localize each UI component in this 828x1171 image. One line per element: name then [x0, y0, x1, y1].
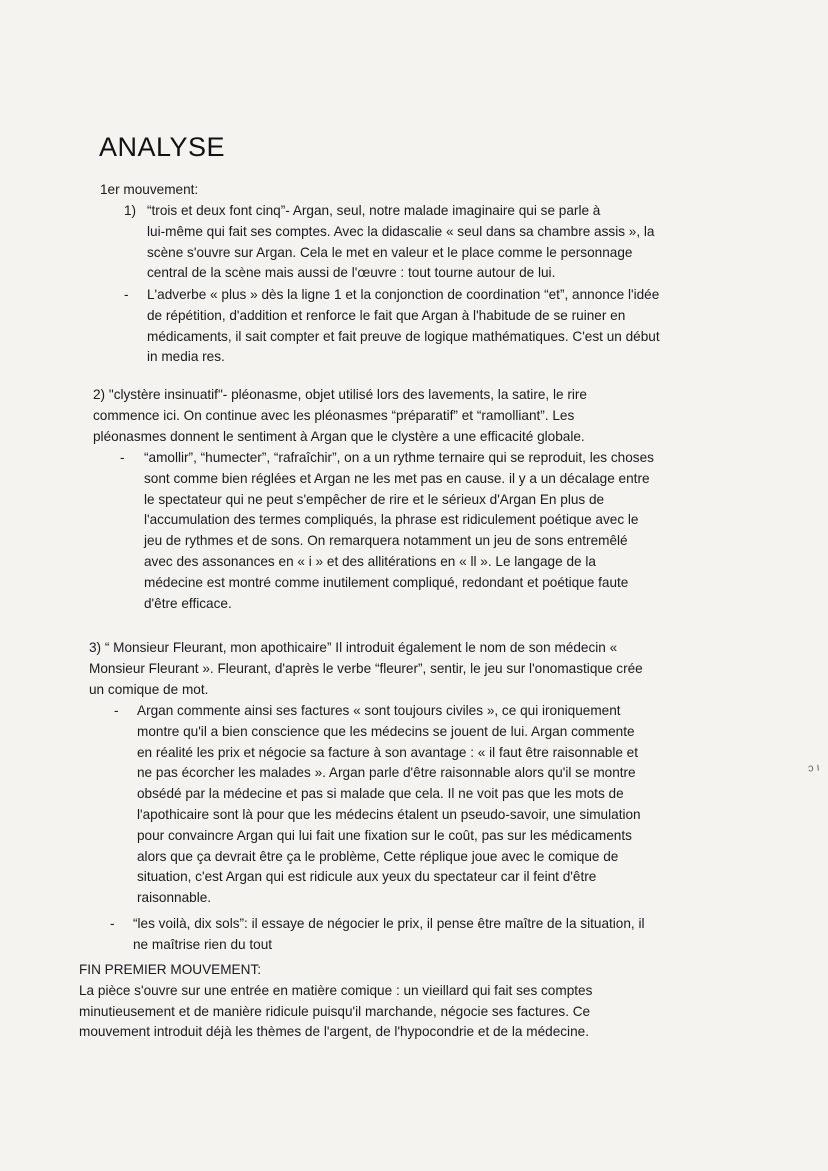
text-line: “trois et deux font cinq”- Argan, seul, notre malade imaginaire qui se parle à	[147, 203, 601, 218]
text-line: l'accumulation des termes compliqués, la phrase est ridiculement poétique avec le	[144, 512, 639, 528]
text-line: “amollir”, “humecter”, “rafraîchir”, on a un rythme ternaire qui se reproduit, les choses	[144, 450, 654, 465]
text-line: en réalité les prix et négocie sa facture à son avantage : « il faut être raisonnable et	[137, 744, 639, 760]
text-line: La pièce s'ouvre sur une entrée en matière comique : un vieillard qui fait ses comptes	[79, 982, 593, 998]
section2-bullet	[144, 448, 654, 614]
text-line: médecine est montré comme inutilement compliqué, redondant et poétique faute	[144, 574, 629, 590]
bullet-marker: -	[114, 703, 119, 718]
text-line: l'apothicaire sont là pour que les médecins étalent un pseudo-savoir, une simulation	[137, 806, 641, 822]
text-line: ne pas écorcher les malades ». Argan parle d'être raisonnable alors qu'il se montre	[137, 765, 636, 781]
section1-bullet	[147, 285, 660, 368]
bullet-marker: -	[110, 916, 115, 931]
text-line: d'être efficace.	[144, 595, 232, 611]
text-line: Argan commente ainsi ses factures « sont toujours civiles », ce qui ironiquement	[137, 703, 621, 718]
text-line: 2) "clystère insinuatif"- pléonasme, objet utilisé lors des lavements, la satire, le rire	[93, 387, 587, 402]
section3-bullet-1	[137, 701, 641, 909]
text-line: L'adverbe « plus » dès la ligne 1 et la conjonction de coordination “et”, annonce l'idée	[147, 287, 660, 302]
text-line: minutieusement et de manière ridicule puisqu'il marchande, négocie ses factures. Ce	[79, 1003, 591, 1019]
text-line: pléonasmes donnent le sentiment à Argan que le clystère a une efficacité globale.	[93, 428, 585, 444]
text-line: commence ici. On continue avec les pléonasmes “préparatif” et “ramolliant”. Les	[93, 407, 575, 423]
text-line: 3) “ Monsieur Fleurant, mon apothicaire” Il introduit également le nom de son médecin «	[89, 640, 618, 655]
text-line: raisonnable.	[137, 890, 212, 906]
section1-paragraph	[147, 201, 655, 284]
page-title: ANALYSE	[99, 132, 226, 162]
bullet-marker: -	[120, 450, 125, 465]
section3-paragraph	[89, 638, 643, 700]
text-line: un comique de mot.	[89, 681, 209, 697]
section1-number: 1)	[124, 203, 137, 218]
section2-paragraph	[93, 385, 587, 447]
mouvement-label-text: 1er mouvement:	[100, 182, 199, 197]
text-line: sont comme bien réglées et Argan ne les met pas en cause. il y a un décalage entre	[144, 470, 650, 486]
text-line: jeu de rythmes et de sons. On remarquera notamment un jeu de sons entremêlé	[144, 533, 628, 549]
text-line: in media res.	[147, 349, 225, 365]
text-line: lui-même qui fait ses comptes. Avec la didascalie « seul dans sa chambre assis », la	[147, 223, 655, 239]
text-line: pour convaincre Argan qui lui fait une fixation sur le coût, pas sur les médicaments	[137, 827, 632, 843]
text-line: montre qu'il a bien conscience que les médecins se jouent de lui. Argan commente	[137, 723, 635, 739]
section3-bullet-2	[133, 914, 645, 956]
text-line: central de la scène mais aussi de l'œuvre : tout tourne autour de lui.	[147, 265, 556, 281]
mouvement-label	[100, 180, 198, 201]
bullet-marker: -	[124, 287, 129, 302]
text-line: situation, c'est Argan qui est ridicule aux yeux du spectateur car il feint d'être	[137, 869, 597, 885]
text-line: avec des assonances en « i » et des allitérations en « ll ». Le langage de la	[144, 553, 596, 569]
text-line: obsédé par la médecine et pas si malade que cela. Il ne voit pas que les mots de	[137, 786, 624, 802]
text-line: ne maîtrise rien du tout	[133, 936, 273, 952]
text-line: scène s'ouvre sur Argan. Cela le met en valeur et le place comme le personnage	[147, 244, 633, 260]
text-line: Monsieur Fleurant ». Fleurant, d'après le verbe “fleurer”, sentir, le jeu sur l'onomastique crée	[89, 660, 643, 676]
margin-mark: ɔ ı	[807, 761, 821, 775]
fin-section	[79, 960, 592, 1043]
text-line: le spectateur qui ne peut s'empêcher de rire et le sérieux d'Argan En plus de	[144, 491, 605, 507]
text-line: alors que ça devrait être ça le problème, Cette réplique joue avec le comique de	[137, 848, 619, 864]
fin-heading: FIN PREMIER MOUVEMENT:	[79, 962, 262, 977]
text-line: “les voilà, dix sols”: il essaye de négocier le prix, il pense être maître de la situation, il	[133, 916, 645, 931]
text-line: mouvement introduit déjà les thèmes de l'argent, de l'hypocondrie et de la médecine.	[79, 1024, 589, 1040]
text-line: de répétition, d'addition et renforce le fait que Argan à l'habitude de se ruiner en	[147, 307, 626, 323]
text-line: médicaments, il sait compter et fait preuve de logique mathématiques. C'est un début	[147, 328, 660, 344]
